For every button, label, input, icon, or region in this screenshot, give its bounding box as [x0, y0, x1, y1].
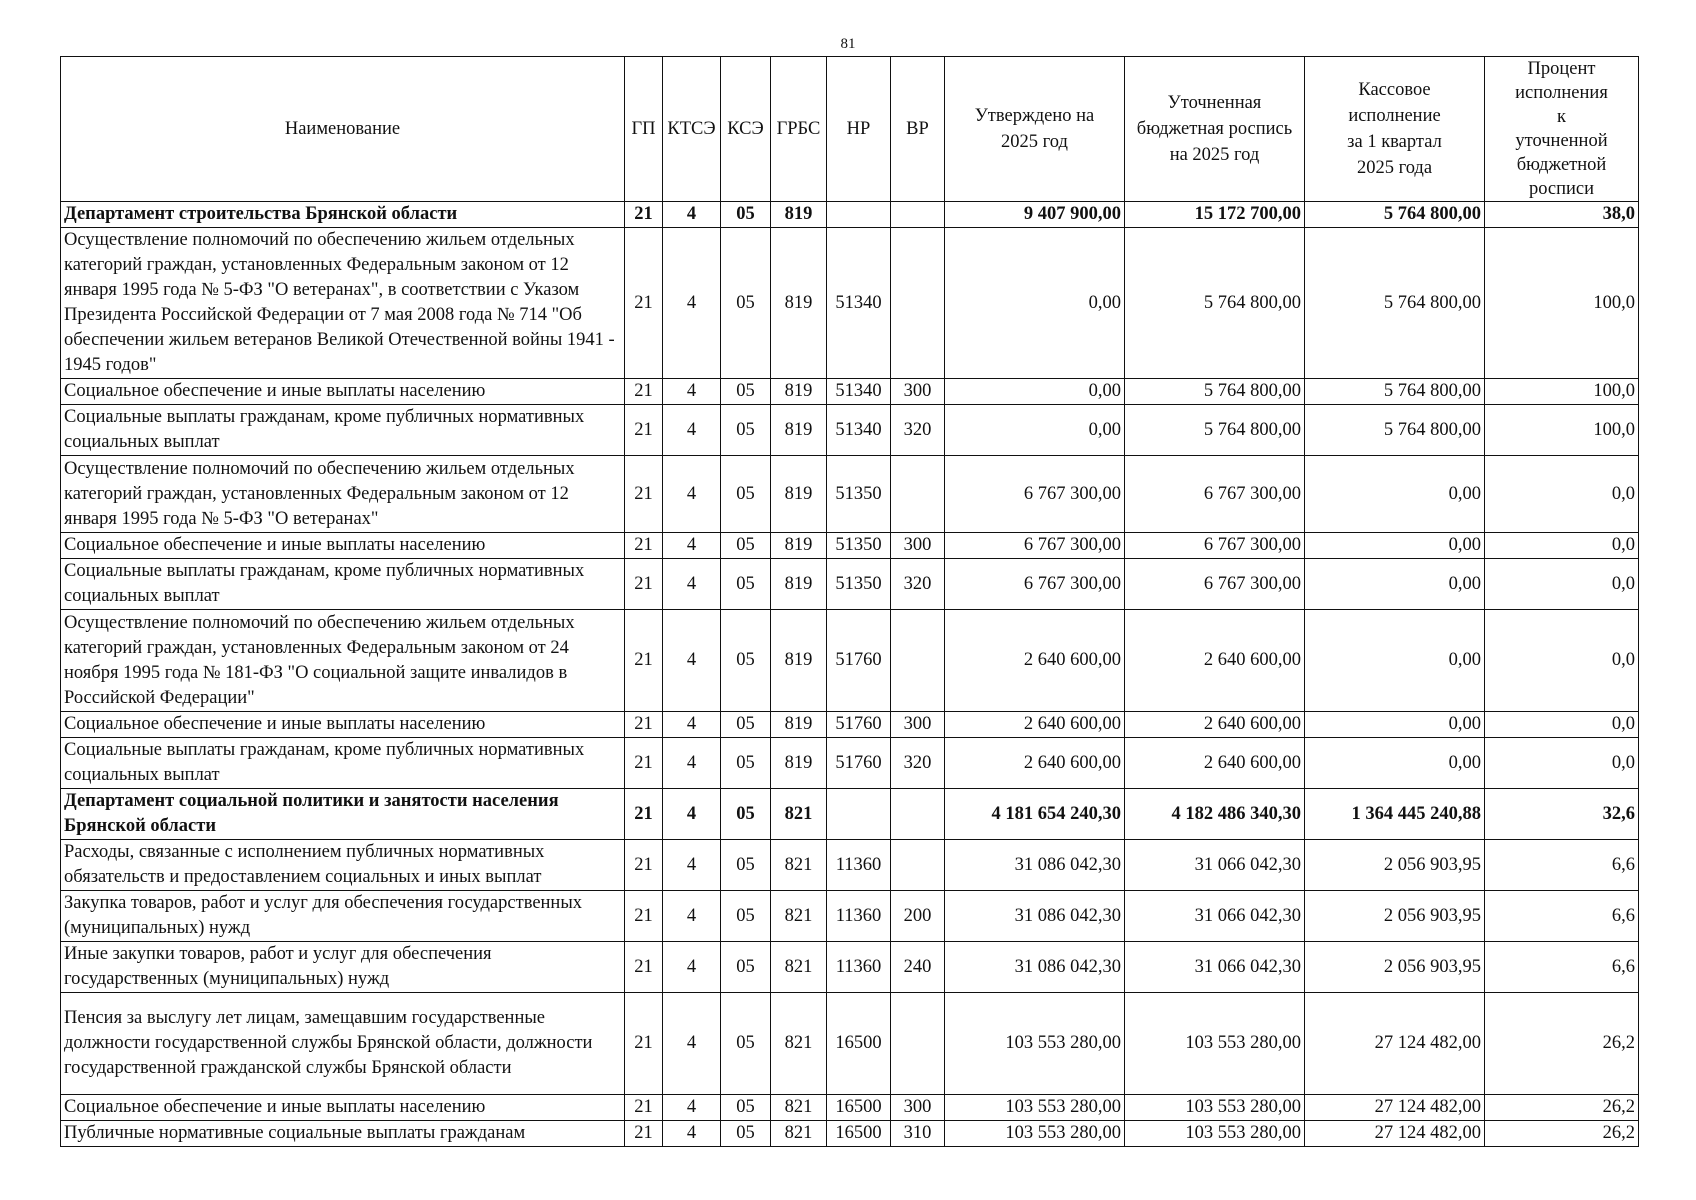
row-refined: 103 553 280,00 [1125, 1121, 1305, 1147]
row-gp: 21 [625, 559, 663, 610]
row-ktse: 4 [663, 202, 721, 228]
row-gp: 21 [625, 789, 663, 840]
row-gp: 21 [625, 891, 663, 942]
row-cash: 5 764 800,00 [1305, 228, 1485, 379]
row-refined: 15 172 700,00 [1125, 202, 1305, 228]
row-name: Расходы, связанные с исполнением публичных нормативных обязательств и предоставлением социальных и иных выплат [61, 840, 625, 891]
row-name: Социальные выплаты гражданам, кроме публичных нормативных социальных выплат [61, 405, 625, 456]
row-np: 51760 [827, 712, 891, 738]
row-grbs: 819 [771, 738, 827, 789]
row-vr [891, 228, 945, 379]
row-kse: 05 [721, 610, 771, 712]
row-vr: 300 [891, 712, 945, 738]
table-header-row [61, 57, 1639, 202]
row-kse: 05 [721, 533, 771, 559]
row-percent: 26,2 [1485, 993, 1639, 1095]
row-refined: 6 767 300,00 [1125, 456, 1305, 533]
row-grbs: 819 [771, 405, 827, 456]
row-np: 16500 [827, 1121, 891, 1147]
row-grbs: 819 [771, 379, 827, 405]
row-refined: 103 553 280,00 [1125, 1095, 1305, 1121]
row-cash: 5 764 800,00 [1305, 379, 1485, 405]
row-cash: 27 124 482,00 [1305, 1121, 1485, 1147]
table-row [61, 533, 1639, 559]
row-ktse: 4 [663, 456, 721, 533]
header-ktse: КТСЭ [663, 57, 721, 202]
row-ktse: 4 [663, 942, 721, 993]
row-vr [891, 789, 945, 840]
header-kse: КСЭ [721, 57, 771, 202]
row-vr: 300 [891, 1095, 945, 1121]
header-gp: ГП [625, 57, 663, 202]
row-percent: 26,2 [1485, 1121, 1639, 1147]
row-name: Социальное обеспечение и иные выплаты населению [61, 1095, 625, 1121]
row-approved: 4 181 654 240,30 [945, 789, 1125, 840]
row-gp: 21 [625, 738, 663, 789]
row-gp: 21 [625, 712, 663, 738]
row-refined: 31 066 042,30 [1125, 891, 1305, 942]
row-grbs: 821 [771, 789, 827, 840]
header-vr: ВР [891, 57, 945, 202]
row-kse: 05 [721, 456, 771, 533]
row-cash: 0,00 [1305, 456, 1485, 533]
row-gp: 21 [625, 379, 663, 405]
row-name: Социальное обеспечение и иные выплаты населению [61, 379, 625, 405]
row-grbs: 819 [771, 712, 827, 738]
row-grbs: 821 [771, 891, 827, 942]
row-percent: 6,6 [1485, 891, 1639, 942]
row-name: Публичные нормативные социальные выплаты гражданам [61, 1121, 625, 1147]
row-percent: 0,0 [1485, 712, 1639, 738]
row-kse: 05 [721, 840, 771, 891]
table-row [61, 559, 1639, 610]
row-kse: 05 [721, 712, 771, 738]
row-np [827, 202, 891, 228]
row-kse: 05 [721, 405, 771, 456]
table-row [61, 610, 1639, 712]
row-cash: 0,00 [1305, 559, 1485, 610]
row-vr: 240 [891, 942, 945, 993]
row-ktse: 4 [663, 379, 721, 405]
table-row [61, 379, 1639, 405]
row-ktse: 4 [663, 405, 721, 456]
row-cash: 0,00 [1305, 533, 1485, 559]
row-cash: 27 124 482,00 [1305, 993, 1485, 1095]
table-row [61, 712, 1639, 738]
row-ktse: 4 [663, 993, 721, 1095]
row-grbs: 821 [771, 840, 827, 891]
header-cash: Кассовое исполнение за 1 квартал 2025 года [1305, 57, 1485, 202]
row-name: Пенсия за выслугу лет лицам, замещавшим государственные должности государственной службы Брянской области, должности государственной гражданской службы Брянской области [61, 993, 625, 1095]
row-grbs: 819 [771, 533, 827, 559]
row-vr: 320 [891, 559, 945, 610]
row-cash: 2 056 903,95 [1305, 942, 1485, 993]
row-approved: 6 767 300,00 [945, 533, 1125, 559]
row-percent: 0,0 [1485, 456, 1639, 533]
row-gp: 21 [625, 942, 663, 993]
row-gp: 21 [625, 456, 663, 533]
row-grbs: 819 [771, 610, 827, 712]
row-approved: 31 086 042,30 [945, 840, 1125, 891]
row-percent: 26,2 [1485, 1095, 1639, 1121]
header-refined: Уточненная бюджетная роспись на 2025 год [1125, 57, 1305, 202]
row-grbs: 819 [771, 559, 827, 610]
row-ktse: 4 [663, 533, 721, 559]
row-np: 51350 [827, 559, 891, 610]
row-ktse: 4 [663, 1121, 721, 1147]
row-cash: 0,00 [1305, 712, 1485, 738]
row-kse: 05 [721, 789, 771, 840]
row-ktse: 4 [663, 1095, 721, 1121]
header-approved: Утверждено на 2025 год [945, 57, 1125, 202]
row-gp: 21 [625, 1095, 663, 1121]
row-grbs: 819 [771, 456, 827, 533]
row-np: 51340 [827, 405, 891, 456]
header-np: НР [827, 57, 891, 202]
row-ktse: 4 [663, 228, 721, 379]
row-refined: 4 182 486 340,30 [1125, 789, 1305, 840]
row-np: 11360 [827, 840, 891, 891]
row-name: Социальные выплаты гражданам, кроме публичных нормативных социальных выплат [61, 559, 625, 610]
table-row [61, 738, 1639, 789]
row-approved: 6 767 300,00 [945, 559, 1125, 610]
row-name: Осуществление полномочий по обеспечению жильем отдельных категорий граждан, установленных Федеральным законом от 24 ноября 1995 года № 181-ФЗ "О социальной защите инвалидов в Российской Федерации" [61, 610, 625, 712]
row-np: 11360 [827, 891, 891, 942]
row-cash: 0,00 [1305, 738, 1485, 789]
row-kse: 05 [721, 1121, 771, 1147]
row-grbs: 821 [771, 993, 827, 1095]
row-name: Осуществление полномочий по обеспечению жильем отдельных категорий граждан, установленных Федеральным законом от 12 января 1995 года № 5-ФЗ "О ветеранах", в соответствии с Указом Президента Российской Федерации от 7 мая 2008 года № 714 "Об обеспечении жильем ветеранов Великой Отечественной войны 1941 - 1945 годов" [61, 228, 625, 379]
row-percent: 0,0 [1485, 559, 1639, 610]
row-percent: 0,0 [1485, 533, 1639, 559]
row-approved: 2 640 600,00 [945, 712, 1125, 738]
row-refined: 5 764 800,00 [1125, 405, 1305, 456]
row-approved: 31 086 042,30 [945, 942, 1125, 993]
row-kse: 05 [721, 891, 771, 942]
row-grbs: 821 [771, 942, 827, 993]
row-vr: 310 [891, 1121, 945, 1147]
row-approved: 0,00 [945, 379, 1125, 405]
row-vr [891, 202, 945, 228]
row-percent: 38,0 [1485, 202, 1639, 228]
row-kse: 05 [721, 942, 771, 993]
row-vr [891, 456, 945, 533]
row-vr [891, 840, 945, 891]
row-grbs: 819 [771, 228, 827, 379]
row-np: 51350 [827, 533, 891, 559]
row-percent: 6,6 [1485, 840, 1639, 891]
row-gp: 21 [625, 228, 663, 379]
row-cash: 2 056 903,95 [1305, 840, 1485, 891]
row-cash: 5 764 800,00 [1305, 202, 1485, 228]
row-name: Социальное обеспечение и иные выплаты населению [61, 712, 625, 738]
header-percent: Процент исполнения к уточненной бюджетной росписи [1485, 57, 1639, 202]
row-grbs: 821 [771, 1121, 827, 1147]
table-row [61, 456, 1639, 533]
row-vr [891, 610, 945, 712]
row-vr: 320 [891, 405, 945, 456]
row-ktse: 4 [663, 712, 721, 738]
header-grbs: ГРБС [771, 57, 827, 202]
row-name: Закупка товаров, работ и услуг для обеспечения государственных (муниципальных) нужд [61, 891, 625, 942]
table-row [61, 1121, 1639, 1147]
table-row [61, 942, 1639, 993]
row-np: 51760 [827, 738, 891, 789]
row-percent: 0,0 [1485, 738, 1639, 789]
row-gp: 21 [625, 840, 663, 891]
table-row [61, 1095, 1639, 1121]
row-percent: 100,0 [1485, 228, 1639, 379]
row-kse: 05 [721, 202, 771, 228]
row-name: Осуществление полномочий по обеспечению жильем отдельных категорий граждан, установленных Федеральным законом от 12 января 1995 года № 5-ФЗ "О ветеранах" [61, 456, 625, 533]
row-approved: 2 640 600,00 [945, 738, 1125, 789]
row-approved: 103 553 280,00 [945, 1121, 1125, 1147]
row-vr [891, 993, 945, 1095]
table-row [61, 840, 1639, 891]
row-cash: 5 764 800,00 [1305, 405, 1485, 456]
row-ktse: 4 [663, 738, 721, 789]
row-approved: 6 767 300,00 [945, 456, 1125, 533]
row-gp: 21 [625, 610, 663, 712]
row-ktse: 4 [663, 891, 721, 942]
row-approved: 0,00 [945, 405, 1125, 456]
row-vr: 200 [891, 891, 945, 942]
row-refined: 103 553 280,00 [1125, 993, 1305, 1095]
row-vr: 320 [891, 738, 945, 789]
row-ktse: 4 [663, 789, 721, 840]
row-gp: 21 [625, 202, 663, 228]
row-name: Социальное обеспечение и иные выплаты населению [61, 533, 625, 559]
row-cash: 1 364 445 240,88 [1305, 789, 1485, 840]
row-np: 51350 [827, 456, 891, 533]
row-np: 11360 [827, 942, 891, 993]
row-np: 16500 [827, 1095, 891, 1121]
row-ktse: 4 [663, 610, 721, 712]
row-approved: 103 553 280,00 [945, 993, 1125, 1095]
row-approved: 9 407 900,00 [945, 202, 1125, 228]
row-gp: 21 [625, 993, 663, 1095]
row-refined: 2 640 600,00 [1125, 712, 1305, 738]
row-name: Социальные выплаты гражданам, кроме публичных нормативных социальных выплат [61, 738, 625, 789]
row-kse: 05 [721, 1095, 771, 1121]
row-cash: 27 124 482,00 [1305, 1095, 1485, 1121]
row-percent: 100,0 [1485, 379, 1639, 405]
header-name: Наименование [61, 57, 625, 202]
row-kse: 05 [721, 738, 771, 789]
row-kse: 05 [721, 993, 771, 1095]
row-grbs: 819 [771, 202, 827, 228]
row-approved: 2 640 600,00 [945, 610, 1125, 712]
row-percent: 6,6 [1485, 942, 1639, 993]
row-percent: 32,6 [1485, 789, 1639, 840]
row-approved: 0,00 [945, 228, 1125, 379]
row-ktse: 4 [663, 559, 721, 610]
row-np: 51760 [827, 610, 891, 712]
row-name: Иные закупки товаров, работ и услуг для обеспечения государственных (муниципальных) нужд [61, 942, 625, 993]
row-approved: 103 553 280,00 [945, 1095, 1125, 1121]
row-percent: 0,0 [1485, 610, 1639, 712]
page-number: 81 [840, 36, 856, 52]
row-vr: 300 [891, 533, 945, 559]
row-approved: 31 086 042,30 [945, 891, 1125, 942]
row-refined: 6 767 300,00 [1125, 533, 1305, 559]
row-vr: 300 [891, 379, 945, 405]
row-kse: 05 [721, 228, 771, 379]
row-np: 16500 [827, 993, 891, 1095]
row-grbs: 821 [771, 1095, 827, 1121]
row-cash: 2 056 903,95 [1305, 891, 1485, 942]
row-name: Департамент социальной политики и занятости населения Брянской области [61, 789, 625, 840]
table-row [61, 228, 1639, 379]
row-name: Департамент строительства Брянской области [61, 202, 625, 228]
table-row [61, 993, 1639, 1095]
row-kse: 05 [721, 379, 771, 405]
row-refined: 2 640 600,00 [1125, 738, 1305, 789]
table-row [61, 202, 1639, 228]
row-gp: 21 [625, 405, 663, 456]
row-refined: 31 066 042,30 [1125, 942, 1305, 993]
table-row [61, 891, 1639, 942]
row-gp: 21 [625, 1121, 663, 1147]
row-percent: 100,0 [1485, 405, 1639, 456]
table-row [61, 789, 1639, 840]
row-np: 51340 [827, 379, 891, 405]
row-refined: 2 640 600,00 [1125, 610, 1305, 712]
row-np [827, 789, 891, 840]
row-refined: 31 066 042,30 [1125, 840, 1305, 891]
row-ktse: 4 [663, 840, 721, 891]
row-refined: 6 767 300,00 [1125, 559, 1305, 610]
row-refined: 5 764 800,00 [1125, 379, 1305, 405]
row-cash: 0,00 [1305, 610, 1485, 712]
row-np: 51340 [827, 228, 891, 379]
table-row [61, 405, 1639, 456]
row-gp: 21 [625, 533, 663, 559]
row-refined: 5 764 800,00 [1125, 228, 1305, 379]
row-kse: 05 [721, 559, 771, 610]
budget-table [60, 56, 1639, 1147]
